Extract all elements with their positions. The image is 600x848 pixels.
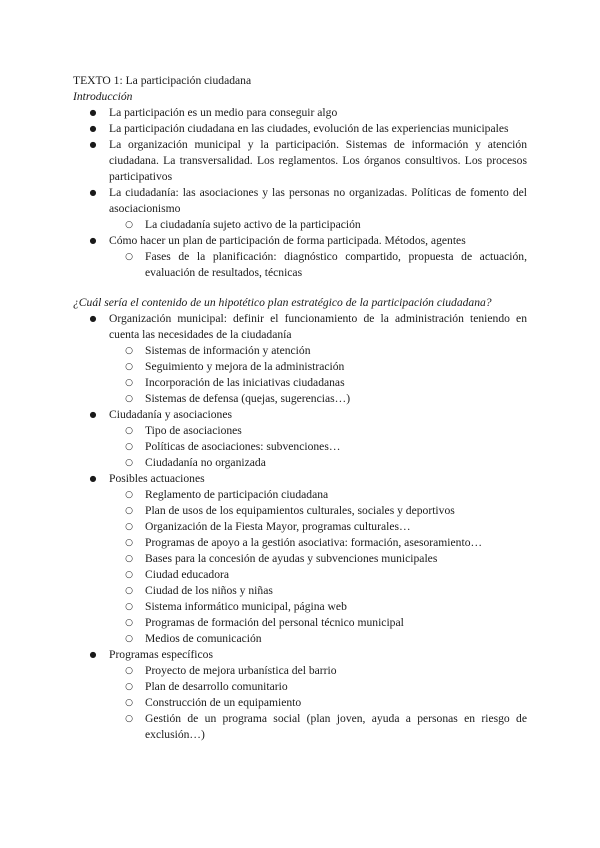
bullet-icon: ● xyxy=(89,410,97,419)
hollow-bullet-icon: ○ xyxy=(125,570,133,580)
sub-list-item xyxy=(109,631,527,647)
sub-list-item xyxy=(109,343,527,359)
list-item-text: La organización municipal y la participación. Sistemas de información y atención ciudadana. La transversalidad. Los reglamentos. Los órganos consultivos. Los procesos participativos xyxy=(109,138,527,183)
bullet-icon: ● xyxy=(89,140,97,149)
sub-list-item-text: Políticas de asociaciones: subvenciones… xyxy=(145,440,341,453)
hollow-bullet-icon: ○ xyxy=(125,362,133,372)
sub-list-item xyxy=(109,663,527,679)
hollow-bullet-icon: ○ xyxy=(125,634,133,644)
list-item-text: Organización municipal: definir el funcionamiento de la administración teniendo en cuenta las necesidades de la ciudadanía xyxy=(109,312,527,341)
hollow-bullet-icon: ○ xyxy=(125,602,133,612)
sub-list-item-text: Gestión de un programa social (plan joven, ayuda a personas en riesgo de exclusión…) xyxy=(145,712,527,741)
hollow-bullet-icon: ○ xyxy=(125,618,133,628)
sub-list-item xyxy=(109,375,527,391)
sub-list-item xyxy=(109,391,527,407)
list-item xyxy=(73,647,527,743)
hollow-bullet-icon: ○ xyxy=(125,506,133,516)
document-page xyxy=(73,73,527,743)
hollow-bullet-icon: ○ xyxy=(125,458,133,468)
sub-list-item xyxy=(109,599,527,615)
hollow-bullet-icon: ○ xyxy=(125,394,133,404)
sub-list-item-text: Construcción de un equipamiento xyxy=(145,696,302,709)
list-item-text: Cómo hacer un plan de participación de forma participada. Métodos, agentes xyxy=(109,234,466,247)
list-item xyxy=(73,121,527,137)
sub-list-item-text: Bases para la concesión de ayudas y subvenciones municipales xyxy=(145,552,438,565)
sub-list-item-text: Incorporación de las iniciativas ciudadanas xyxy=(145,376,345,389)
bullet-icon: ● xyxy=(89,188,97,197)
sub-list-item xyxy=(109,217,527,233)
hollow-bullet-icon: ○ xyxy=(125,220,133,230)
hollow-bullet-icon: ○ xyxy=(125,554,133,564)
sub-list-item-text: Ciudad educadora xyxy=(145,568,230,581)
hollow-bullet-icon: ○ xyxy=(125,522,133,532)
intro-heading: Introducción xyxy=(73,90,133,103)
sub-list xyxy=(109,487,527,647)
list-item-text: Ciudadanía y asociaciones xyxy=(109,408,232,421)
hollow-bullet-icon: ○ xyxy=(125,346,133,356)
list-item-text: La participación es un medio para conseguir algo xyxy=(109,106,338,119)
hollow-bullet-icon: ○ xyxy=(125,714,133,724)
sub-list-item xyxy=(109,711,527,743)
document-title: TEXTO 1: La participación ciudadana xyxy=(73,74,252,87)
sub-list-item-text: Programas de apoyo a la gestión asociativa: formación, asesoramiento… xyxy=(145,536,483,549)
list-item-text: La participación ciudadana en las ciudades, evolución de las experiencias municipales xyxy=(109,122,509,135)
sub-list-item-text: La ciudadanía sujeto activo de la participación xyxy=(145,218,361,231)
sub-list-item-text: Medios de comunicación xyxy=(145,632,262,645)
sub-list-item xyxy=(109,249,527,281)
sub-list xyxy=(109,343,527,407)
bullet-icon: ● xyxy=(89,474,97,483)
sub-list-item-text: Organización de la Fiesta Mayor, programas culturales… xyxy=(145,520,411,533)
sub-list-item xyxy=(109,455,527,471)
sub-list-item xyxy=(109,615,527,631)
bullet-icon: ● xyxy=(89,108,97,117)
sub-list-item xyxy=(109,695,527,711)
sub-list xyxy=(109,217,527,233)
sub-list-item xyxy=(109,551,527,567)
hollow-bullet-icon: ○ xyxy=(125,698,133,708)
hollow-bullet-icon: ○ xyxy=(125,538,133,548)
sub-list-item-text: Plan de usos de los equipamientos culturales, sociales y deportivos xyxy=(145,504,455,517)
hollow-bullet-icon: ○ xyxy=(125,442,133,452)
bullet-icon: ● xyxy=(89,314,97,323)
sub-list-item-text: Programas de formación del personal técnico municipal xyxy=(145,616,404,629)
sub-list xyxy=(109,249,527,281)
bullet-icon: ● xyxy=(89,236,97,245)
sub-list xyxy=(109,423,527,471)
sub-list-item xyxy=(109,359,527,375)
sub-list-item-text: Sistema informático municipal, página web xyxy=(145,600,347,613)
sub-list-item-text: Fases de la planificación: diagnóstico compartido, propuesta de actuación, evaluación de resultados, técnicas xyxy=(145,250,527,279)
bullet-icon: ● xyxy=(89,650,97,659)
sub-list-item-text: Ciudad de los niños y niñas xyxy=(145,584,273,597)
sub-list-item-text: Reglamento de participación ciudadana xyxy=(145,488,329,501)
hollow-bullet-icon: ○ xyxy=(125,682,133,692)
sub-list-item xyxy=(109,503,527,519)
hollow-bullet-icon: ○ xyxy=(125,426,133,436)
list-item-text: Posibles actuaciones xyxy=(109,472,205,485)
hollow-bullet-icon: ○ xyxy=(125,666,133,676)
hollow-bullet-icon: ○ xyxy=(125,586,133,596)
intro-list xyxy=(73,105,527,281)
sub-list-item-text: Plan de desarrollo comunitario xyxy=(145,680,288,693)
sub-list xyxy=(109,663,527,743)
sub-list-item xyxy=(109,679,527,695)
list-item-text: La ciudadanía: las asociaciones y las personas no organizadas. Políticas de fomento del asociacionismo xyxy=(109,186,527,215)
sub-list-item xyxy=(109,583,527,599)
list-item xyxy=(73,137,527,185)
bullet-icon: ● xyxy=(89,124,97,133)
sub-list-item-text: Ciudadanía no organizada xyxy=(145,456,266,469)
list-item xyxy=(73,407,527,471)
sub-list-item xyxy=(109,439,527,455)
sub-list-item-text: Sistemas de defensa (quejas, sugerencias…) xyxy=(145,392,351,405)
list-item xyxy=(73,185,527,233)
sub-list-item-text: Proyecto de mejora urbanística del barrio xyxy=(145,664,337,677)
sub-list-item-text: Sistemas de información y atención xyxy=(145,344,311,357)
sub-list-item xyxy=(109,487,527,503)
hollow-bullet-icon: ○ xyxy=(125,490,133,500)
list-item-text: Programas específicos xyxy=(109,648,213,661)
plan-question: ¿Cuál sería el contenido de un hipotético plan estratégico de la participación ciudadana? xyxy=(73,296,492,309)
sub-list-item xyxy=(109,423,527,439)
hollow-bullet-icon: ○ xyxy=(125,378,133,388)
plan-list xyxy=(73,311,527,743)
sub-list-item xyxy=(109,535,527,551)
list-item xyxy=(73,311,527,407)
sub-list-item xyxy=(109,567,527,583)
sub-list-item xyxy=(109,519,527,535)
list-item xyxy=(73,105,527,121)
list-item xyxy=(73,233,527,281)
sub-list-item-text: Tipo de asociaciones xyxy=(145,424,242,437)
list-item xyxy=(73,471,527,647)
sub-list-item-text: Seguimiento y mejora de la administración xyxy=(145,360,345,373)
hollow-bullet-icon: ○ xyxy=(125,252,133,262)
